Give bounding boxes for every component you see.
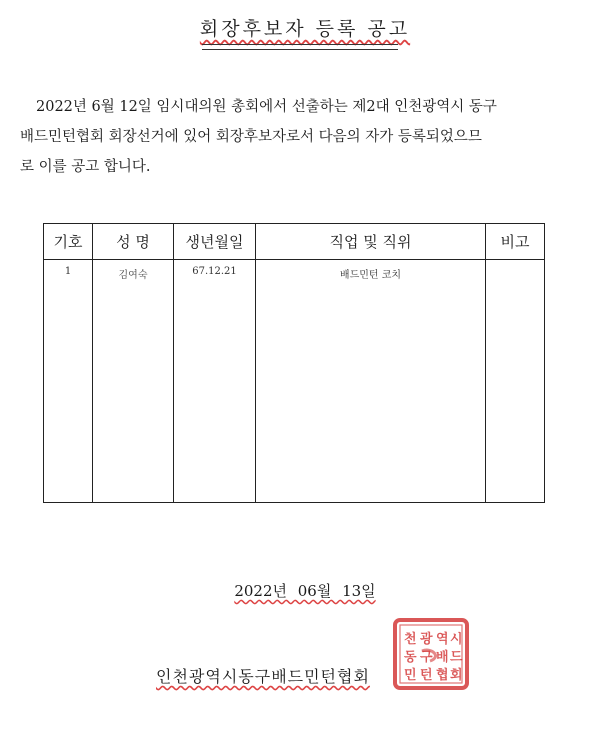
svg-text:시: 시 (450, 632, 463, 647)
paragraph-line-3: 로 이를 공고 합니다. (20, 159, 151, 175)
svg-text:회: 회 (450, 668, 463, 683)
announcement-paragraph (20, 92, 572, 182)
announcement-date: 2022년 06월 13일 (234, 582, 376, 600)
header-name: 성 명 (93, 224, 174, 260)
svg-text:민: 민 (404, 668, 417, 683)
table-header-row (44, 224, 545, 260)
paragraph-line-1: 2022년 6월 12일 임시대의원 총회에서 선출하는 제2대 인천광역시 동구 (36, 99, 497, 115)
svg-text:역: 역 (436, 632, 449, 647)
svg-text:동: 동 (404, 650, 417, 665)
header-note: 비고 (486, 224, 545, 260)
organization-name (156, 664, 370, 687)
cell-birth: 67.12.21 (174, 260, 256, 503)
title-double-rule (202, 44, 398, 50)
svg-text:배: 배 (436, 650, 449, 665)
candidate-table (43, 223, 545, 503)
organization-label: 인천광역시동구배드민턴협회 (156, 667, 370, 686)
header-occupation: 직업 및 직위 (256, 224, 486, 260)
paragraph-line-2: 배드민턴협회 회장선거에 있어 회장후보자로서 다음의 자가 등록되었으므 (20, 129, 482, 145)
cell-occupation: 배드민턴 코치 (256, 260, 486, 503)
header-birth: 생년월일 (174, 224, 256, 260)
svg-text:턴: 턴 (420, 668, 433, 683)
svg-text:광: 광 (420, 632, 433, 647)
svg-text:구: 구 (420, 650, 433, 665)
cell-number: 1 (44, 260, 93, 503)
table-row (44, 260, 545, 503)
document-title: 회장후보자 등록 공고 (199, 18, 411, 40)
header-number: 기호 (44, 224, 93, 260)
cell-note (486, 260, 545, 503)
official-seal-stamp (392, 617, 470, 691)
svg-text:천: 천 (404, 632, 417, 647)
cell-name: 김여숙 (93, 260, 174, 503)
svg-text:드: 드 (450, 650, 463, 665)
svg-text:협: 협 (436, 668, 449, 683)
